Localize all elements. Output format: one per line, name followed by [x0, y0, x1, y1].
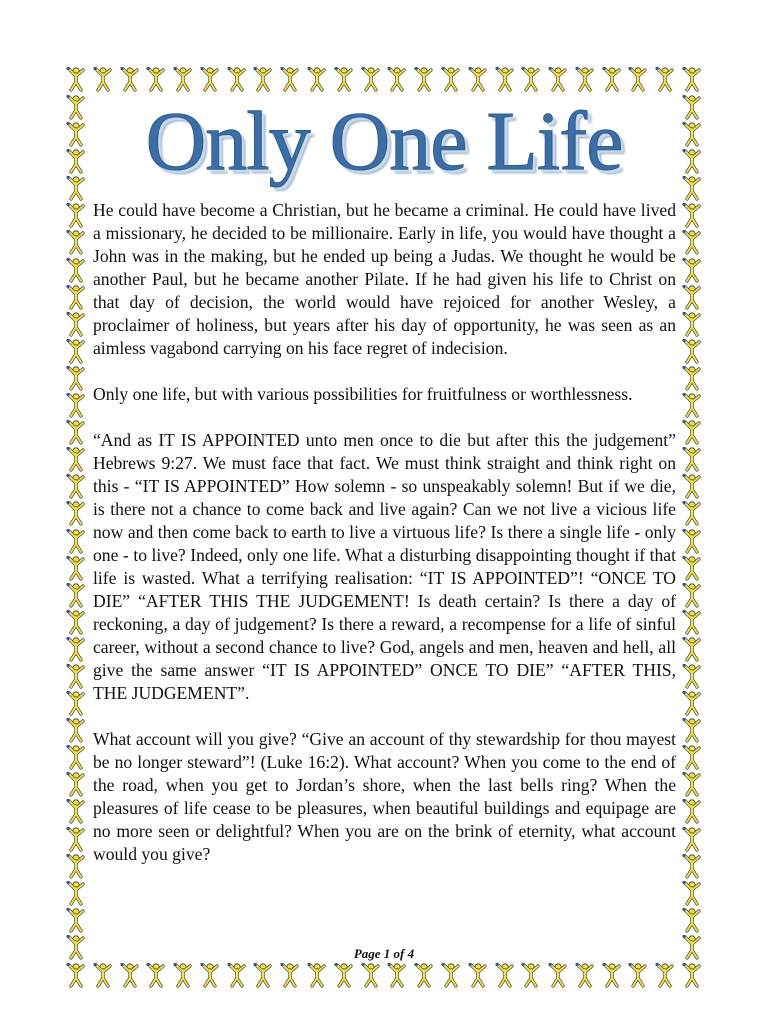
cheering-figure-icon	[412, 962, 436, 988]
cheering-figure-icon	[64, 636, 88, 662]
cheering-figure-icon	[118, 962, 142, 988]
cheering-figure-icon	[680, 853, 704, 879]
cheering-figure-icon	[64, 528, 88, 554]
cheering-figure-icon	[359, 962, 383, 988]
cheering-figure-icon	[64, 66, 88, 92]
cheering-figure-icon	[412, 66, 436, 92]
cheering-figure-icon	[680, 365, 704, 391]
paragraph-2: Only one life, but with various possibilities for fruitfulness or worthlessness.	[93, 384, 633, 404]
cheering-figure-icon	[573, 66, 597, 92]
cheering-figure-icon	[680, 880, 704, 906]
cheering-figure-icon	[64, 771, 88, 797]
cheering-figure-icon	[64, 663, 88, 689]
cheering-figure-icon	[332, 962, 356, 988]
cheering-figure-icon	[64, 419, 88, 445]
border-right	[680, 94, 704, 960]
cheering-figure-icon	[64, 744, 88, 770]
cheering-figure-icon	[680, 500, 704, 526]
paragraph-4: What account will you give? “Give an account of thy stewardship for thou mayest be no longer steward”! (Luke 16:2). What account? When you come to the end of the road, when you get to Jordan’s shore, when the last bells ring? When the pleasures of life cease to be pleasures, when beautiful buildings and equipage are no more seen or delightful? When you are on the brink of eternity, what account would you give?	[93, 729, 676, 864]
cheering-figure-icon	[680, 555, 704, 581]
cheering-figure-icon	[653, 66, 677, 92]
cheering-figure-icon	[680, 473, 704, 499]
cheering-figure-icon	[519, 962, 543, 988]
cheering-figure-icon	[198, 962, 222, 988]
cheering-figure-icon	[278, 66, 302, 92]
cheering-figure-icon	[64, 202, 88, 228]
cheering-figure-icon	[332, 66, 356, 92]
cheering-figure-icon	[64, 500, 88, 526]
cheering-figure-icon	[385, 66, 409, 92]
cheering-figure-icon	[305, 66, 329, 92]
cheering-figure-icon	[64, 717, 88, 743]
cheering-figure-icon	[680, 202, 704, 228]
cheering-figure-icon	[251, 962, 275, 988]
cheering-figure-icon	[600, 962, 624, 988]
border-bottom	[64, 962, 704, 988]
page-number: Page 1 of 4	[353, 946, 415, 961]
cheering-figure-icon	[546, 962, 570, 988]
cheering-figure-icon	[118, 66, 142, 92]
document-body	[93, 199, 676, 889]
cheering-figure-icon	[653, 962, 677, 988]
cheering-figure-icon	[680, 690, 704, 716]
cheering-figure-icon	[493, 962, 517, 988]
cheering-figure-icon	[439, 962, 463, 988]
cheering-figure-icon	[680, 392, 704, 418]
cheering-figure-icon	[225, 962, 249, 988]
cheering-figure-icon	[600, 66, 624, 92]
cheering-figure-icon	[680, 663, 704, 689]
cheering-figure-icon	[466, 66, 490, 92]
cheering-figure-icon	[385, 962, 409, 988]
cheering-figure-icon	[680, 582, 704, 608]
cheering-figure-icon	[64, 907, 88, 933]
cheering-figure-icon	[546, 66, 570, 92]
cheering-figure-icon	[680, 66, 704, 92]
cheering-figure-icon	[680, 609, 704, 635]
cheering-figure-icon	[64, 798, 88, 824]
cheering-figure-icon	[91, 66, 115, 92]
paragraph-3: “And as IT IS APPOINTED unto men once to die but after this the judgement” Hebrews 9:27. We must face that fact. We must think straight and think right on this - “IT IS APPOINTED” How solemn - so unspeakably solemn! But if we die, is there not a chance to come back and live again? Can we not live a vicious life now and then come back to earth to live a virtuous life? Is there a single life - only one - to live? Indeed, only one life. What a disturbing disappointing thought if that life is wasted. What a terrifying realisation: “IT IS APPOINTED”! “ONCE TO DIE” “AFTER THIS THE JUDGEMENT! Is death certain? Is there a day of reckoning, a day of judgement? Is there a reward, a recompense for a life of sinful career, without a second chance to live? God, angels and men, heaven and hell, all give the same answer “IT IS APPOINTED” ONCE TO DIE” “AFTER THIS, THE JUDGEMENT”.	[93, 430, 676, 703]
cheering-figure-icon	[680, 962, 704, 988]
cheering-figure-icon	[144, 962, 168, 988]
cheering-figure-icon	[466, 962, 490, 988]
cheering-figure-icon	[64, 690, 88, 716]
cheering-figure-icon	[519, 66, 543, 92]
cheering-figure-icon	[64, 284, 88, 310]
cheering-figure-icon	[198, 66, 222, 92]
cheering-figure-icon	[493, 66, 517, 92]
cheering-figure-icon	[680, 717, 704, 743]
cheering-figure-icon	[680, 771, 704, 797]
cheering-figure-icon	[64, 311, 88, 337]
paragraph-1: He could have become a Christian, but he became a criminal. He could have lived a missionary, he decided to be millionaire. Early in life, you would have thought a John was in the making, but he ended up being a Judas. We thought he would be another Paul, but he became another Pilate. If he had given his life to Christ on that day of decision, the world would have rejoiced for another Wesley, a proclaimer of holiness, but years after his day of opportunity, he was seen as an aimless vagabond carrying on his face regret of indecision.	[93, 200, 676, 358]
cheering-figure-icon	[64, 365, 88, 391]
page-title: Only One Life	[145, 95, 623, 188]
cheering-figure-icon	[64, 555, 88, 581]
cheering-figure-icon	[680, 528, 704, 554]
cheering-figure-icon	[64, 826, 88, 852]
cheering-figure-icon	[680, 311, 704, 337]
cheering-figure-icon	[225, 66, 249, 92]
cheering-figure-icon	[439, 66, 463, 92]
cheering-figure-icon	[680, 284, 704, 310]
cheering-figure-icon	[64, 229, 88, 255]
cheering-figure-icon	[680, 338, 704, 364]
border-top	[64, 66, 704, 92]
border-left	[64, 94, 88, 960]
cheering-figure-icon	[359, 66, 383, 92]
cheering-figure-icon	[91, 962, 115, 988]
cheering-figure-icon	[144, 66, 168, 92]
cheering-figure-icon	[64, 880, 88, 906]
cheering-figure-icon	[680, 446, 704, 472]
cheering-figure-icon	[680, 419, 704, 445]
cheering-figure-icon	[680, 744, 704, 770]
cheering-figure-icon	[64, 446, 88, 472]
cheering-figure-icon	[573, 962, 597, 988]
cheering-figure-icon	[680, 826, 704, 852]
cheering-figure-icon	[171, 962, 195, 988]
cheering-figure-icon	[680, 798, 704, 824]
cheering-figure-icon	[64, 853, 88, 879]
cheering-figure-icon	[64, 962, 88, 988]
cheering-figure-icon	[680, 636, 704, 662]
cheering-figure-icon	[251, 66, 275, 92]
cheering-figure-icon	[626, 66, 650, 92]
cheering-figure-icon	[64, 338, 88, 364]
cheering-figure-icon	[64, 609, 88, 635]
cheering-figure-icon	[626, 962, 650, 988]
cheering-figure-icon	[64, 582, 88, 608]
cheering-figure-icon	[305, 962, 329, 988]
cheering-figure-icon	[64, 473, 88, 499]
cheering-figure-icon	[680, 229, 704, 255]
cheering-figure-icon	[680, 907, 704, 933]
cheering-figure-icon	[64, 392, 88, 418]
cheering-figure-icon	[171, 66, 195, 92]
cheering-figure-icon	[64, 257, 88, 283]
cheering-figure-icon	[278, 962, 302, 988]
cheering-figure-icon	[680, 257, 704, 283]
